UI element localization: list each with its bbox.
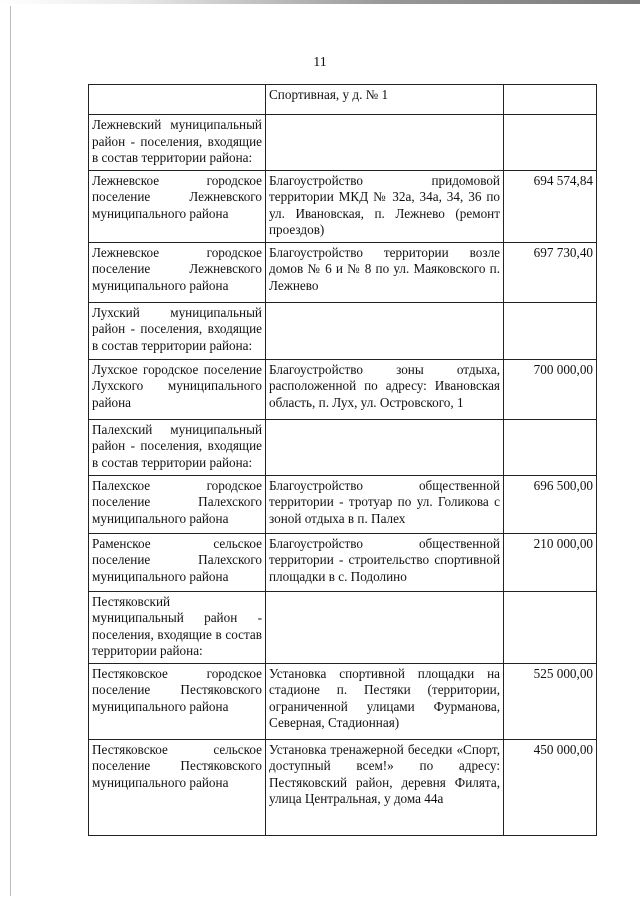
amount-cell bbox=[504, 115, 597, 171]
table-row bbox=[89, 591, 597, 663]
description-cell bbox=[266, 115, 504, 171]
description-cell bbox=[266, 302, 504, 359]
table-row bbox=[89, 170, 597, 242]
table-row bbox=[89, 739, 597, 835]
table-row bbox=[89, 533, 597, 591]
district-cell: Лежневское городское поселение Лежневского муниципального района bbox=[89, 170, 266, 242]
table-row bbox=[89, 85, 597, 115]
description-cell bbox=[266, 591, 504, 663]
description-cell: Спортивная, у д. № 1 bbox=[266, 85, 504, 115]
description-cell: Благоустройство зоны отдыха, расположенной по адресу: Ивановская область, п. Лух, ул. Островского, 1 bbox=[266, 359, 504, 419]
description-cell: Благоустройство придомовой территории МКД № 32а, 34а, 34, 36 по ул. Ивановская, п. Лежнево (ремонт проездов) bbox=[266, 170, 504, 242]
table-row bbox=[89, 115, 597, 171]
amount-cell: 700 000,00 bbox=[504, 359, 597, 419]
district-cell: Палехское городское поселение Палехского муниципального района bbox=[89, 475, 266, 533]
amount-cell bbox=[504, 302, 597, 359]
district-cell: Лухское городское поселение Лухского муниципального района bbox=[89, 359, 266, 419]
amount-cell: 450 000,00 bbox=[504, 739, 597, 835]
district-cell bbox=[89, 85, 266, 115]
description-cell: Благоустройство общественной территории - строительство спортивной площадки в с. Подолино bbox=[266, 533, 504, 591]
table-row bbox=[89, 242, 597, 302]
table-row bbox=[89, 419, 597, 475]
district-cell: Пестяковское городское поселение Пестяковского муниципального района bbox=[89, 663, 266, 739]
description-cell: Установка спортивной площадки на стадионе п. Пестяки (территории, ограниченной улицами Фурманова, Северная, Стадионная) bbox=[266, 663, 504, 739]
description-cell: Благоустройство территории возле домов № 6 и № 8 по ул. Маяковского п. Лежнево bbox=[266, 242, 504, 302]
district-cell: Лухский муниципальный район - поселения, входящие в состав территории района: bbox=[89, 302, 266, 359]
table-row bbox=[89, 359, 597, 419]
district-cell: Лежневское городское поселение Лежневского муниципального района bbox=[89, 242, 266, 302]
page-edge-line bbox=[10, 6, 11, 896]
page-number: 11 bbox=[313, 55, 327, 70]
district-cell: Палехский муниципальный район - поселения, входящие в состав территории района: bbox=[89, 419, 266, 475]
district-cell: Лежневский муниципальный район - поселения, входящие в состав территории района: bbox=[89, 115, 266, 171]
district-cell: Пестяковский муниципальный район - поселения, входящие в состав территории района: bbox=[89, 591, 266, 663]
amount-cell: 694 574,84 bbox=[504, 170, 597, 242]
description-cell bbox=[266, 419, 504, 475]
amount-cell: 696 500,00 bbox=[504, 475, 597, 533]
amount-cell: 210 000,00 bbox=[504, 533, 597, 591]
table-row bbox=[89, 663, 597, 739]
amount-cell bbox=[504, 591, 597, 663]
subsidy-table bbox=[88, 84, 597, 836]
description-cell: Благоустройство общественной территории - тротуар по ул. Голикова с зоной отдыха в п. Палех bbox=[266, 475, 504, 533]
table-row bbox=[89, 302, 597, 359]
amount-cell: 697 730,40 bbox=[504, 242, 597, 302]
table-row bbox=[89, 475, 597, 533]
district-cell: Раменское сельское поселение Палехского муниципального района bbox=[89, 533, 266, 591]
amount-cell bbox=[504, 85, 597, 115]
description-cell: Установка тренажерной беседки «Спорт, доступный всем!» по адресу: Пестяковский район, деревня Филята, улица Центральная, у дома 44а bbox=[266, 739, 504, 835]
scan-edge-artifact bbox=[0, 0, 640, 4]
amount-cell: 525 000,00 bbox=[504, 663, 597, 739]
amount-cell bbox=[504, 419, 597, 475]
district-cell: Пестяковское сельское поселение Пестяковского муниципального района bbox=[89, 739, 266, 835]
